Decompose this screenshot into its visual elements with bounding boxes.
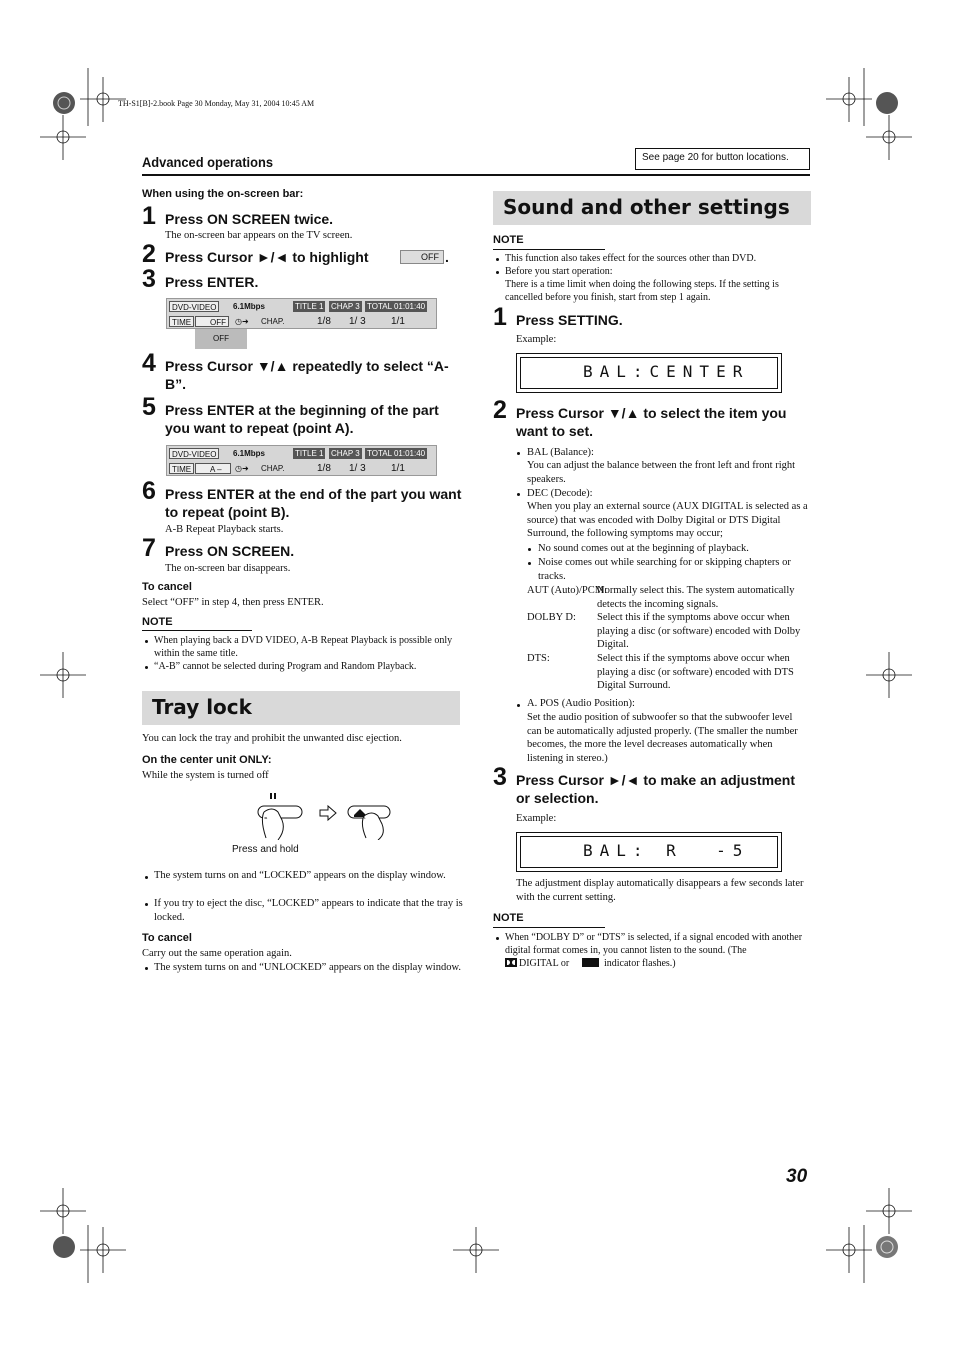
note2-tail: indicator flashes.) — [604, 958, 676, 969]
osd1-c1: 1/8 — [317, 316, 331, 327]
tray-intro: You can lock the tray and prohibit the unwanted disc ejection. — [142, 733, 402, 744]
see-page-box: See page 20 for button locations. — [635, 148, 810, 170]
center-only-label: On the center unit ONLY: — [142, 754, 272, 766]
to-cancel-text-2: Carry out the same operation again. — [142, 948, 292, 959]
note-rule-right — [493, 249, 605, 250]
apos-head: A. POS (Audio Position): — [527, 698, 635, 709]
sound-settings-banner — [493, 191, 811, 225]
osd1-dvd-video: DVD-VIDEO — [169, 301, 219, 312]
to-cancel-label-2: To cancel — [142, 932, 192, 944]
osd2-time: TIME — [169, 463, 194, 474]
bullet-dot — [145, 640, 148, 643]
osd1-popup: OFF — [195, 329, 247, 349]
step-1-text: Press ON SCREEN twice. — [165, 211, 334, 227]
step-4-text: Press Cursor ▼/▲ repeatedly to select “A-B”. — [165, 358, 449, 392]
tray-lock-illustration — [236, 790, 398, 840]
r-step-3-number: 3 — [493, 763, 507, 791]
r-step-3-example: Example: — [516, 813, 557, 824]
note2-rule — [493, 927, 605, 928]
to-cancel-text: Select “OFF” in step 4, then press ENTER. — [142, 597, 324, 608]
osd1-chap: CHAP 3 — [331, 302, 360, 311]
dts-icon — [582, 958, 599, 967]
r-step-1-number: 1 — [493, 303, 507, 331]
step-7-sub: The on-screen bar disappears. — [165, 563, 291, 574]
osd2-chap: CHAP 3 — [331, 449, 360, 458]
dolby-digital-icon — [505, 958, 517, 967]
lcd-display-2 — [516, 832, 782, 872]
osd1-rate: 6.1Mbps — [233, 302, 266, 311]
lcd-2-text: BAL: R -5 — [583, 841, 750, 860]
step-6-number: 6 — [142, 477, 156, 505]
bullet-dot — [517, 493, 520, 496]
header-rule — [142, 174, 810, 176]
r-step-3-text: Press Cursor ►/◄ to make an adjustment or selection. — [516, 772, 796, 806]
book-info-line: TH-S1[B]-2.book Page 30 Monday, May 31, 2004 10:45 AM — [118, 99, 315, 108]
dolby-label: DOLBY D: — [527, 612, 576, 623]
note2-label: NOTE — [493, 912, 524, 924]
tray-lock-banner — [142, 691, 460, 725]
step-1-number: 1 — [142, 202, 156, 230]
dolby-text: Select this if the symptoms above occur when playing a disc (or software) encoded with Dolby Digital. — [597, 612, 801, 650]
section-title: Advanced operations — [142, 154, 273, 170]
step-1-sub: The on-screen bar appears on the TV screen. — [165, 230, 353, 241]
note-right-2: Before you start operation: — [505, 266, 613, 277]
note-left-1: When playing back a DVD VIDEO, A-B Repeat Playback is possible only within the same title. — [154, 635, 453, 659]
r-step-2-text: Press Cursor ▼/▲ to select the item you want to set. — [516, 405, 787, 439]
osd2-c2: 1/ 3 — [349, 463, 366, 474]
osd1-chap2: CHAP. — [261, 317, 285, 326]
note-label-right: NOTE — [493, 234, 524, 246]
bullet-dot — [517, 452, 520, 455]
osd1-total: TOTAL 01:01:40 — [367, 302, 426, 311]
to-cancel-label: To cancel — [142, 581, 192, 593]
onscreen-bar-2 — [166, 445, 437, 476]
tray-bullet-1: The system turns on and “LOCKED” appears on the display window. — [154, 870, 446, 881]
note-left-2: “A-B” cannot be selected during Program and Random Playback. — [154, 661, 417, 672]
osd2-total: TOTAL 01:01:40 — [367, 449, 426, 458]
sound-settings-title: Sound and other settings — [503, 195, 790, 219]
note-rule-left — [142, 630, 252, 631]
bullet-dot — [528, 548, 531, 551]
r-step-1-text: Press SETTING. — [516, 312, 623, 328]
bullet-dot — [496, 937, 499, 940]
dec-text: When you play an external source (AUX DIGITAL is selected as a source) that was encoded with Dolby Digital or DTS Digital Surround, the following symptoms may occur; — [527, 501, 808, 539]
note2-text: When “DOLBY D” or “DTS” is selected, if a signal encoded with another digital format comes in, you cannot listen to the sound. (The — [505, 932, 803, 956]
step-6-text: Press ENTER at the end of the part you want to repeat (point B). — [165, 486, 462, 520]
step-5-text: Press ENTER at the beginning of the part you want to repeat (point A). — [165, 402, 439, 436]
osd2-dvd-video: DVD-VIDEO — [169, 448, 219, 459]
osd2-clock-icon: ◷➜ — [235, 464, 249, 473]
after-text: The adjustment display automatically disappears a few seconds later with the current setting. — [516, 878, 804, 903]
step-3-text: Press ENTER. — [165, 274, 259, 290]
step-5-number: 5 — [142, 393, 156, 421]
osd1-clock-icon: ◷➜ — [235, 317, 249, 326]
step-6-sub: A-B Repeat Playback starts. — [165, 524, 284, 535]
step-7-text: Press ON SCREEN. — [165, 543, 295, 559]
onscreen-bar-1 — [166, 298, 437, 329]
osd1-repeat: OFF — [195, 316, 229, 327]
osd1-c3: 1/1 — [391, 316, 405, 327]
osd2-chap2: CHAP. — [261, 464, 285, 473]
press-hold-caption: Press and hold — [232, 844, 299, 855]
osd1-c2: 1/ 3 — [349, 316, 366, 327]
osd2-repeat: A – — [195, 463, 231, 474]
page-number: 30 — [786, 1166, 808, 1187]
step-4-number: 4 — [142, 349, 156, 377]
repeat-off-icon: OFF — [400, 250, 444, 264]
lcd-1-text: BAL:CENTER — [583, 362, 750, 381]
bullet-dot — [145, 967, 148, 970]
aut-text: Normally select this. The system automatically detects the incoming signals. — [597, 585, 795, 610]
step-2-period: . — [445, 249, 449, 265]
cancel2-bullet: The system turns on and “UNLOCKED” appears on the display window. — [154, 962, 461, 973]
bullet-dot — [496, 271, 499, 274]
osd2-title: TITLE 1 — [295, 449, 324, 458]
dec-sub-1: No sound comes out at the beginning of playback. — [538, 543, 749, 554]
bullet-dot — [517, 704, 520, 707]
bullet-dot — [496, 258, 499, 261]
r-step-1-example: Example: — [516, 334, 557, 345]
bal-text: You can adjust the balance between the front left and front right speakers. — [527, 460, 796, 485]
osd2-rate: 6.1Mbps — [233, 449, 266, 458]
osd2-c3: 1/1 — [391, 463, 405, 474]
bullet-dot — [528, 562, 531, 565]
step-2-text: Press Cursor ►/◄ to highlight — [165, 249, 369, 265]
bullet-dot — [145, 876, 148, 879]
bal-head: BAL (Balance): — [527, 447, 594, 458]
note-right-cont: There is a time limit when doing the following steps. If the setting is cancelled before you finish, start from step 1 again. — [505, 279, 779, 303]
bullet-dot — [145, 666, 148, 669]
lcd-display-1 — [516, 353, 782, 393]
note-right-1: This function also takes effect for the sources other than DVD. — [505, 253, 757, 264]
note2-digital: DIGITAL or — [519, 958, 570, 969]
dec-sub-2: Noise comes out while searching for or skipping chapters or tracks. — [538, 557, 791, 582]
bullet-dot — [145, 903, 148, 906]
dts-text: Select this if the symptoms above occur when playing a disc (or software) encoded with DTS Digital Surround. — [597, 653, 794, 691]
tray-bullet-2: If you try to eject the disc, “LOCKED” appears to indicate that the tray is locked. — [154, 898, 463, 923]
note-label-left: NOTE — [142, 616, 173, 628]
onscreen-heading: When using the on-screen bar: — [142, 188, 304, 200]
dts-label: DTS: — [527, 653, 550, 664]
tray-lock-title: Tray lock — [152, 695, 252, 719]
osd2-c1: 1/8 — [317, 463, 331, 474]
step-2-number: 2 — [142, 240, 156, 268]
step-7-number: 7 — [142, 534, 156, 562]
aut-label: AUT (Auto)/PCM: — [527, 585, 608, 596]
apos-text: Set the audio position of subwoofer so that the subwoofer level can be automatically adjusted properly. (The smaller the number becomes, the more the level decreases automatically when listening in stereo.) — [527, 712, 798, 764]
r-step-2-number: 2 — [493, 396, 507, 424]
step-3-number: 3 — [142, 265, 156, 293]
while-off-text: While the system is turned off — [142, 770, 269, 781]
osd1-title: TITLE 1 — [295, 302, 324, 311]
osd1-time: TIME — [169, 316, 194, 327]
dec-head: DEC (Decode): — [527, 488, 593, 499]
